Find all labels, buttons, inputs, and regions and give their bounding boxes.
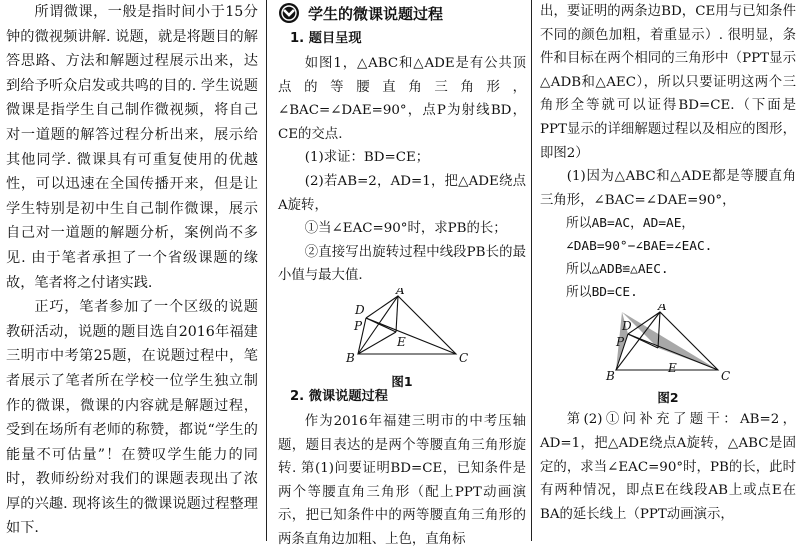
fig1-label-D: D: [355, 302, 365, 317]
question-2: (2)若AB=2，AD=1，把△ADE绕点A旋转，: [278, 173, 526, 213]
figure-1-caption: 图1: [391, 373, 413, 389]
question-2b: ②直接写出旋转过程中线段PB长的最小值与最大值.: [278, 244, 526, 284]
fig1-label-E: E: [397, 334, 406, 349]
figure-1: [278, 287, 526, 389]
fig2-label-B: B: [606, 369, 615, 384]
section-title: 学生的微课说题过程: [308, 4, 444, 23]
proof-line: 所以AB=AC，AD=AE，: [566, 216, 695, 232]
fig2-label-D: D: [622, 319, 632, 334]
figure-2-caption: 图2: [657, 390, 679, 406]
section-heading: [278, 0, 526, 26]
column-divider: [531, 0, 532, 541]
proof-intro: (1)因为△ABC和△ADE都是等腰直角三角形，∠BAC=∠DAE=90°，: [540, 169, 796, 208]
part2-paragraph: 第(2)①问补充了题干：AB=2，AD=1，把△ADE绕点A旋转，△ABC是固定的，求当∠EAC=90°时，PB的长，此时有两种情况，即点E在线段AB上或点E在BA的延长线上（PPT动画演示，: [540, 412, 796, 522]
figure-1-diagram: [278, 288, 526, 368]
fig2-label-C: C: [721, 369, 731, 384]
process-paragraph: 作为2016年福建三明市的中考压轴题，题目表达的是两个等腰直角三角形旋转. 第(1)问要证明BD=CE，已知条件是两个等腰直角三角形（配上PPT动画演示，把已知条件中的两等腰直角三角形的两条直角边加粗、上色，直角标: [278, 413, 526, 547]
fig1-label-P: P: [354, 318, 363, 333]
column-middle: [278, 0, 526, 552]
column-left: [6, 0, 258, 541]
section-logo-icon: [278, 2, 300, 24]
fig1-label-B: B: [346, 350, 355, 365]
context-paragraph: 正巧，笔者参加了一个区级的说题教研活动，说题的题目选自2016年福建三明市中考第25题，在说题过程中，笔者展示了笔者所在学校一位学生独立制作的微课，微课的内容就是解题过程，受到在场所有老师的称赞，都说“学生的能量不可估量”！在赞叹学生能力的同时，教师纷纷对我们的课题表现出了浓厚的兴趣. 现将该生的微课说题过程整理如下.: [6, 299, 258, 537]
continuation-paragraph: 出，要证明的两条边BD，CE用与已知条件不同的颜色加粗，着重显示）. 很明显，条件和目标在两个相同的三角形中（PPT显示△ADB和△AEC），所以只要证明这两个三角形全等就可以证得BD=CE.（下面是PPT显示的详细解题过程以及相应的图形，即图2）: [540, 4, 796, 161]
proof-line: ∠DAB=90°−∠BAE=∠EAC.: [566, 239, 713, 255]
proof-line: 所以BD=CE.: [566, 285, 638, 301]
fig2-label-A: A: [658, 304, 667, 314]
column-divider: [266, 0, 267, 541]
fig2-label-E: E: [668, 361, 677, 376]
fig1-label-A: A: [396, 287, 405, 297]
column-right: [540, 0, 796, 526]
fig1-label-C: C: [459, 350, 469, 365]
proof-line: 所以△ADB≌△AEC.: [566, 262, 669, 278]
question-2a: ①当∠EAC=90°时，求PB的长；: [304, 221, 507, 237]
intro-paragraph: 所谓微课，一般是指时间小于15分钟的微视频讲解. 说题，就是将题目的解答思路、方法和解题过程展示出来，达到给予听众启发或共鸣的目的. 学生说题微课是指学生自己制作微视频，将自己对一道题的解答过程分析出来，展示给其他同学. 微课具有可重复使用的优越性，可以迅速在全国传播开来，但是让学生特别是初中生自己制作微课，展示自己对一道题的解题分析，案例尚不多见. 由于笔者承担了一个省级课题的缘故，笔者将之付诸实践.: [6, 4, 258, 291]
question-1: (1)求证：BD=CE；: [304, 150, 430, 166]
fig2-label-P: P: [616, 335, 625, 350]
problem-statement: 如图1，△ABC和△ADE是有公共顶点的等腰直角三角形，∠BAC=∠DAE=90°，点P为射线BD，CE的交点.: [278, 56, 526, 142]
figure-2: [540, 304, 796, 408]
subheading-problem: 1. 题目呈现: [290, 31, 362, 46]
subheading-process: 2. 微课说题过程: [290, 388, 388, 404]
figure-2-diagram: [540, 304, 796, 384]
